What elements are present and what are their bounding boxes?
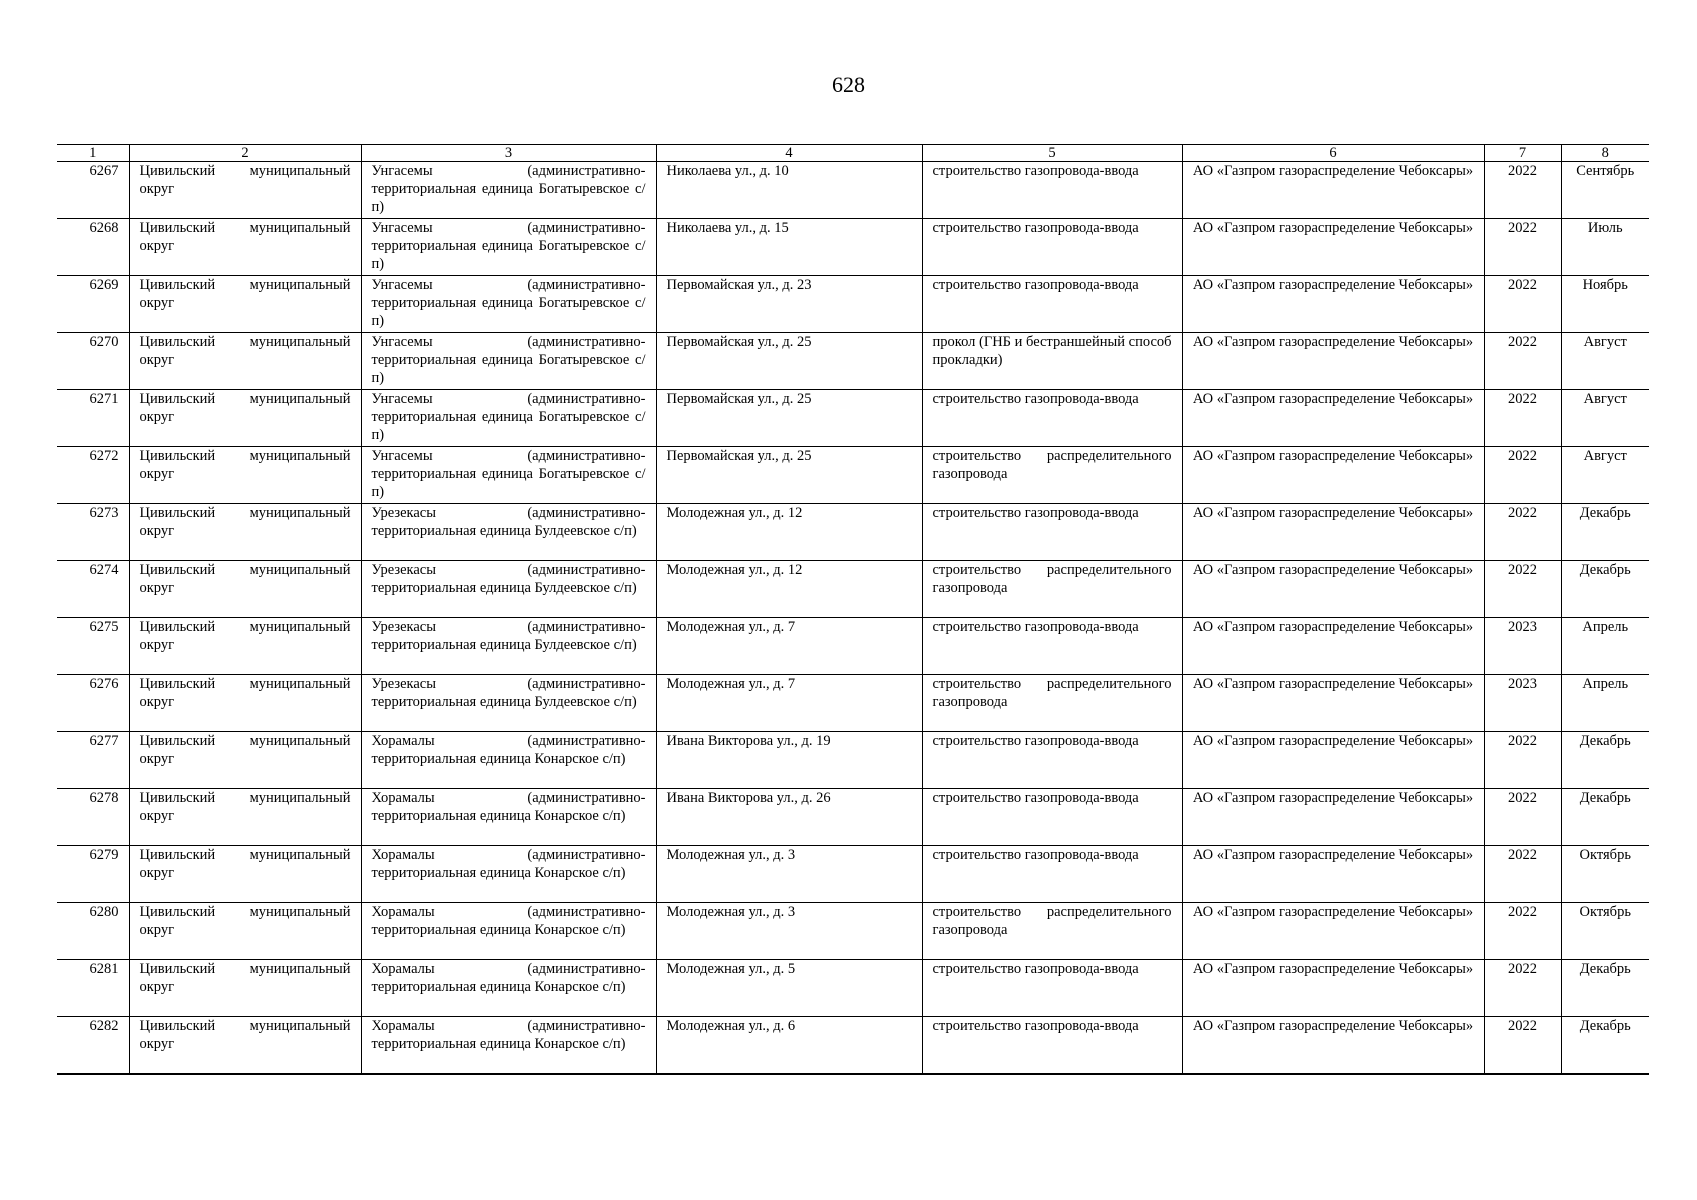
year-cell: 2022 <box>1484 903 1561 960</box>
row-number: 6280 <box>57 903 129 960</box>
year-cell: 2022 <box>1484 789 1561 846</box>
settlement-cell: Унгасемы (административно-территориальная единица Богатыревское с/п) <box>361 390 656 447</box>
column-header: 1 <box>57 145 129 162</box>
organization-cell: АО «Газпром газораспределение Чебоксары» <box>1182 447 1484 504</box>
address-cell: Молодежная ул., д. 6 <box>656 1017 922 1075</box>
row-number: 6267 <box>57 162 129 219</box>
table-row <box>57 561 1649 618</box>
month-cell: Ноябрь <box>1561 276 1649 333</box>
district-cell: Цивильский муниципальный округ <box>129 675 361 732</box>
month-cell: Июль <box>1561 219 1649 276</box>
row-number: 6279 <box>57 846 129 903</box>
work-type-cell: строительство газопровода-ввода <box>922 504 1182 561</box>
organization-cell: АО «Газпром газораспределение Чебоксары» <box>1182 162 1484 219</box>
year-cell: 2022 <box>1484 1017 1561 1075</box>
work-type-cell: строительство распределительного газопровода <box>922 447 1182 504</box>
month-cell: Сентябрь <box>1561 162 1649 219</box>
header-row <box>57 145 1649 162</box>
settlement-cell: Хорамалы (административно-территориальная единица Конарское с/п) <box>361 789 656 846</box>
address-cell: Ивана Викторова ул., д. 26 <box>656 789 922 846</box>
column-header: 5 <box>922 145 1182 162</box>
row-number: 6276 <box>57 675 129 732</box>
address-cell: Ивана Викторова ул., д. 19 <box>656 732 922 789</box>
table-row <box>57 1017 1649 1075</box>
organization-cell: АО «Газпром газораспределение Чебоксары» <box>1182 1017 1484 1075</box>
year-cell: 2022 <box>1484 846 1561 903</box>
table-row <box>57 447 1649 504</box>
settlement-cell: Унгасемы (административно-территориальная единица Богатыревское с/п) <box>361 162 656 219</box>
organization-cell: АО «Газпром газораспределение Чебоксары» <box>1182 675 1484 732</box>
work-type-cell: строительство газопровода-ввода <box>922 219 1182 276</box>
work-type-cell: строительство газопровода-ввода <box>922 618 1182 675</box>
row-number: 6272 <box>57 447 129 504</box>
organization-cell: АО «Газпром газораспределение Чебоксары» <box>1182 561 1484 618</box>
district-cell: Цивильский муниципальный округ <box>129 162 361 219</box>
organization-cell: АО «Газпром газораспределение Чебоксары» <box>1182 219 1484 276</box>
row-number: 6269 <box>57 276 129 333</box>
table-row <box>57 675 1649 732</box>
organization-cell: АО «Газпром газораспределение Чебоксары» <box>1182 276 1484 333</box>
work-type-cell: строительство газопровода-ввода <box>922 960 1182 1017</box>
address-cell: Молодежная ул., д. 12 <box>656 561 922 618</box>
settlement-cell: Урезекасы (административно-территориальная единица Булдеевское с/п) <box>361 675 656 732</box>
month-cell: Апрель <box>1561 675 1649 732</box>
year-cell: 2022 <box>1484 447 1561 504</box>
column-header: 3 <box>361 145 656 162</box>
work-type-cell: строительство газопровода-ввода <box>922 789 1182 846</box>
address-cell: Николаева ул., д. 15 <box>656 219 922 276</box>
district-cell: Цивильский муниципальный округ <box>129 1017 361 1075</box>
district-cell: Цивильский муниципальный округ <box>129 789 361 846</box>
month-cell: Август <box>1561 447 1649 504</box>
month-cell: Октябрь <box>1561 846 1649 903</box>
column-header: 8 <box>1561 145 1649 162</box>
year-cell: 2022 <box>1484 390 1561 447</box>
district-cell: Цивильский муниципальный округ <box>129 219 361 276</box>
month-cell: Август <box>1561 333 1649 390</box>
organization-cell: АО «Газпром газораспределение Чебоксары» <box>1182 390 1484 447</box>
settlement-cell: Урезекасы (административно-территориальная единица Булдеевское с/п) <box>361 618 656 675</box>
row-number: 6271 <box>57 390 129 447</box>
address-cell: Молодежная ул., д. 7 <box>656 618 922 675</box>
settlement-cell: Хорамалы (административно-территориальная единица Конарское с/п) <box>361 846 656 903</box>
year-cell: 2022 <box>1484 276 1561 333</box>
year-cell: 2023 <box>1484 618 1561 675</box>
work-type-cell: прокол (ГНБ и бестраншейный способ прокладки) <box>922 333 1182 390</box>
table-row <box>57 504 1649 561</box>
settlement-cell: Хорамалы (административно-территориальная единица Конарское с/п) <box>361 732 656 789</box>
address-cell: Молодежная ул., д. 7 <box>656 675 922 732</box>
work-type-cell: строительство распределительного газопровода <box>922 675 1182 732</box>
settlement-cell: Хорамалы (административно-территориальная единица Конарское с/п) <box>361 1017 656 1075</box>
work-type-cell: строительство распределительного газопровода <box>922 903 1182 960</box>
column-header: 7 <box>1484 145 1561 162</box>
work-type-cell: строительство распределительного газопровода <box>922 561 1182 618</box>
settlement-cell: Урезекасы (административно-территориальная единица Булдеевское с/п) <box>361 561 656 618</box>
year-cell: 2022 <box>1484 219 1561 276</box>
address-cell: Первомайская ул., д. 25 <box>656 390 922 447</box>
table-row <box>57 219 1649 276</box>
settlement-cell: Унгасемы (административно-территориальная единица Богатыревское с/п) <box>361 219 656 276</box>
month-cell: Декабрь <box>1561 960 1649 1017</box>
work-type-cell: строительство газопровода-ввода <box>922 162 1182 219</box>
year-cell: 2022 <box>1484 162 1561 219</box>
settlement-cell: Унгасемы (административно-территориальная единица Богатыревское с/п) <box>361 276 656 333</box>
row-number: 6278 <box>57 789 129 846</box>
district-cell: Цивильский муниципальный округ <box>129 846 361 903</box>
work-type-cell: строительство газопровода-ввода <box>922 276 1182 333</box>
settlement-cell: Унгасемы (административно-территориальная единица Богатыревское с/п) <box>361 447 656 504</box>
month-cell: Октябрь <box>1561 903 1649 960</box>
month-cell: Август <box>1561 390 1649 447</box>
organization-cell: АО «Газпром газораспределение Чебоксары» <box>1182 789 1484 846</box>
address-cell: Первомайская ул., д. 23 <box>656 276 922 333</box>
year-cell: 2022 <box>1484 333 1561 390</box>
district-cell: Цивильский муниципальный округ <box>129 333 361 390</box>
table-row <box>57 903 1649 960</box>
page-number: 628 <box>832 72 865 97</box>
work-type-cell: строительство газопровода-ввода <box>922 732 1182 789</box>
organization-cell: АО «Газпром газораспределение Чебоксары» <box>1182 960 1484 1017</box>
organization-cell: АО «Газпром газораспределение Чебоксары» <box>1182 618 1484 675</box>
year-cell: 2022 <box>1484 561 1561 618</box>
column-header: 2 <box>129 145 361 162</box>
district-cell: Цивильский муниципальный округ <box>129 903 361 960</box>
month-cell: Апрель <box>1561 618 1649 675</box>
district-cell: Цивильский муниципальный округ <box>129 618 361 675</box>
month-cell: Декабрь <box>1561 789 1649 846</box>
work-type-cell: строительство газопровода-ввода <box>922 1017 1182 1075</box>
row-number: 6274 <box>57 561 129 618</box>
address-cell: Молодежная ул., д. 3 <box>656 846 922 903</box>
district-cell: Цивильский муниципальный округ <box>129 732 361 789</box>
district-cell: Цивильский муниципальный округ <box>129 390 361 447</box>
table-row <box>57 960 1649 1017</box>
month-cell: Декабрь <box>1561 504 1649 561</box>
year-cell: 2022 <box>1484 960 1561 1017</box>
row-number: 6273 <box>57 504 129 561</box>
column-header: 4 <box>656 145 922 162</box>
row-number: 6281 <box>57 960 129 1017</box>
address-cell: Молодежная ул., д. 5 <box>656 960 922 1017</box>
column-header: 6 <box>1182 145 1484 162</box>
table-row <box>57 732 1649 789</box>
district-cell: Цивильский муниципальный округ <box>129 504 361 561</box>
table-row <box>57 162 1649 219</box>
settlement-cell: Урезекасы (административно-территориальная единица Булдеевское с/п) <box>361 504 656 561</box>
address-cell: Первомайская ул., д. 25 <box>656 333 922 390</box>
table-row <box>57 846 1649 903</box>
district-cell: Цивильский муниципальный округ <box>129 561 361 618</box>
settlement-cell: Хорамалы (административно-территориальная единица Конарское с/п) <box>361 960 656 1017</box>
row-number: 6270 <box>57 333 129 390</box>
table-row <box>57 390 1649 447</box>
settlement-cell: Хорамалы (административно-территориальная единица Конарское с/п) <box>361 903 656 960</box>
row-number: 6277 <box>57 732 129 789</box>
table-row <box>57 276 1649 333</box>
table-row <box>57 789 1649 846</box>
month-cell: Декабрь <box>1561 732 1649 789</box>
work-type-cell: строительство газопровода-ввода <box>922 846 1182 903</box>
settlement-cell: Унгасемы (административно-территориальная единица Богатыревское с/п) <box>361 333 656 390</box>
year-cell: 2022 <box>1484 504 1561 561</box>
district-cell: Цивильский муниципальный округ <box>129 447 361 504</box>
address-cell: Молодежная ул., д. 3 <box>656 903 922 960</box>
year-cell: 2022 <box>1484 732 1561 789</box>
row-number: 6275 <box>57 618 129 675</box>
organization-cell: АО «Газпром газораспределение Чебоксары» <box>1182 504 1484 561</box>
address-cell: Николаева ул., д. 10 <box>656 162 922 219</box>
organization-cell: АО «Газпром газораспределение Чебоксары» <box>1182 732 1484 789</box>
address-cell: Молодежная ул., д. 12 <box>656 504 922 561</box>
work-type-cell: строительство газопровода-ввода <box>922 390 1182 447</box>
address-cell: Первомайская ул., д. 25 <box>656 447 922 504</box>
year-cell: 2023 <box>1484 675 1561 732</box>
organization-cell: АО «Газпром газораспределение Чебоксары» <box>1182 846 1484 903</box>
table-row <box>57 333 1649 390</box>
gasification-table <box>57 144 1649 1075</box>
district-cell: Цивильский муниципальный округ <box>129 960 361 1017</box>
district-cell: Цивильский муниципальный округ <box>129 276 361 333</box>
organization-cell: АО «Газпром газораспределение Чебоксары» <box>1182 333 1484 390</box>
month-cell: Декабрь <box>1561 561 1649 618</box>
row-number: 6282 <box>57 1017 129 1075</box>
row-number: 6268 <box>57 219 129 276</box>
month-cell: Декабрь <box>1561 1017 1649 1075</box>
table-row <box>57 618 1649 675</box>
organization-cell: АО «Газпром газораспределение Чебоксары» <box>1182 903 1484 960</box>
